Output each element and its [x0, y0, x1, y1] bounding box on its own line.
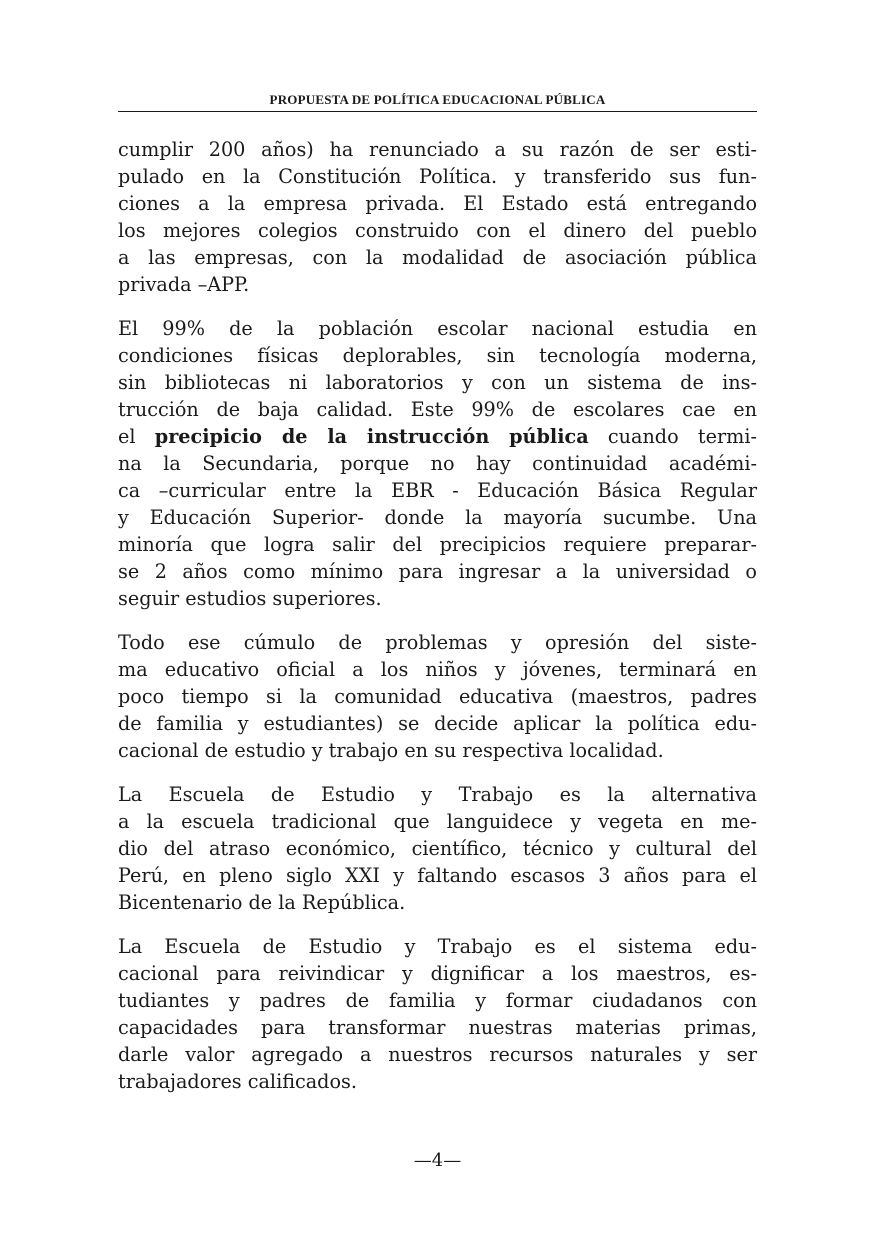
text-run: el	[118, 425, 155, 448]
paragraph-4	[118, 781, 757, 916]
paragraph-3	[118, 629, 757, 764]
text-line: trucción de baja calidad. Este 99% de escolares cae en	[118, 398, 757, 421]
paragraph-5	[118, 933, 757, 1095]
text-line: de familia y estudiantes) se decide aplicar la política edu-	[118, 712, 757, 735]
text-line: sin bibliotecas ni laboratorios y con un sistema de ins-	[118, 371, 757, 394]
page-number: —4—	[413, 1150, 462, 1171]
text-line: trabajadores calificados.	[118, 1070, 357, 1093]
paragraph-2	[118, 315, 757, 612]
text-line: a las empresas, con la modalidad de asociación pública	[118, 246, 757, 269]
text-line: cacional para reivindicar y dignificar a los maestros, es-	[118, 962, 757, 985]
text-line: capacidades para transformar nuestras materias primas,	[118, 1016, 757, 1039]
text-line: Bicentenario de la República.	[118, 891, 406, 914]
text-line: Todo ese cúmulo de problemas y opresión del siste-	[118, 631, 757, 654]
text-line: dio del atraso económico, científico, técnico y cultural del	[118, 837, 757, 860]
text-line: ma educativo oficial a los niños y jóvenes, terminará en	[118, 658, 757, 681]
text-line: condiciones físicas deplorables, sin tecnología moderna,	[118, 344, 757, 367]
body-text	[118, 136, 757, 1112]
text-line: pulado en la Constitución Política. y transferido sus fun-	[118, 165, 757, 188]
text-line: los mejores colegios construido con el dinero del pueblo	[118, 219, 757, 242]
bold-phrase: precipicio de la instrucción pública	[154, 425, 589, 448]
text-line: La Escuela de Estudio y Trabajo es el sistema edu-	[118, 935, 757, 958]
text-line: se 2 años como mínimo para ingresar a la universidad o	[118, 560, 757, 583]
text-line: tudiantes y padres de familia y formar ciudadanos con	[118, 989, 757, 1012]
text-line: na la Secundaria, porque no hay continuidad académi-	[118, 452, 757, 475]
text-line: a la escuela tradicional que languidece y vegeta en me-	[118, 810, 757, 833]
text-line: ca –curricular entre la EBR - Educación Básica Regular	[118, 479, 757, 502]
text-line-with-emphasis	[118, 423, 757, 450]
text-line: y Educación Superior- donde la mayoría sucumbe. Una	[118, 506, 757, 529]
text-line: poco tiempo si la comunidad educativa (maestros, padres	[118, 685, 757, 708]
text-run: cuando termi-	[588, 425, 757, 448]
text-line: El 99% de la población escolar nacional estudia en	[118, 317, 757, 340]
paragraph-1	[118, 136, 757, 298]
text-line: ciones a la empresa privada. El Estado está entregando	[118, 192, 757, 215]
text-line: minoría que logra salir del precipicios requiere preparar-	[118, 533, 757, 556]
text-line: Perú, en pleno siglo XXI y faltando escasos 3 años para el	[118, 864, 757, 887]
text-line: cacional de estudio y trabajo en su respectiva localidad.	[118, 739, 664, 762]
text-line: cumplir 200 años) ha renunciado a su razón de ser esti-	[118, 138, 757, 161]
text-line: seguir estudios superiores.	[118, 587, 382, 610]
header-rule	[118, 111, 757, 112]
text-line: darle valor agregado a nuestros recursos naturales y ser	[118, 1043, 757, 1066]
running-header: PROPUESTA DE POLÍTICA EDUCACIONAL PÚBLICA	[269, 92, 606, 107]
text-line: privada –APP.	[118, 273, 250, 296]
text-line: La Escuela de Estudio y Trabajo es la alternativa	[118, 783, 757, 806]
